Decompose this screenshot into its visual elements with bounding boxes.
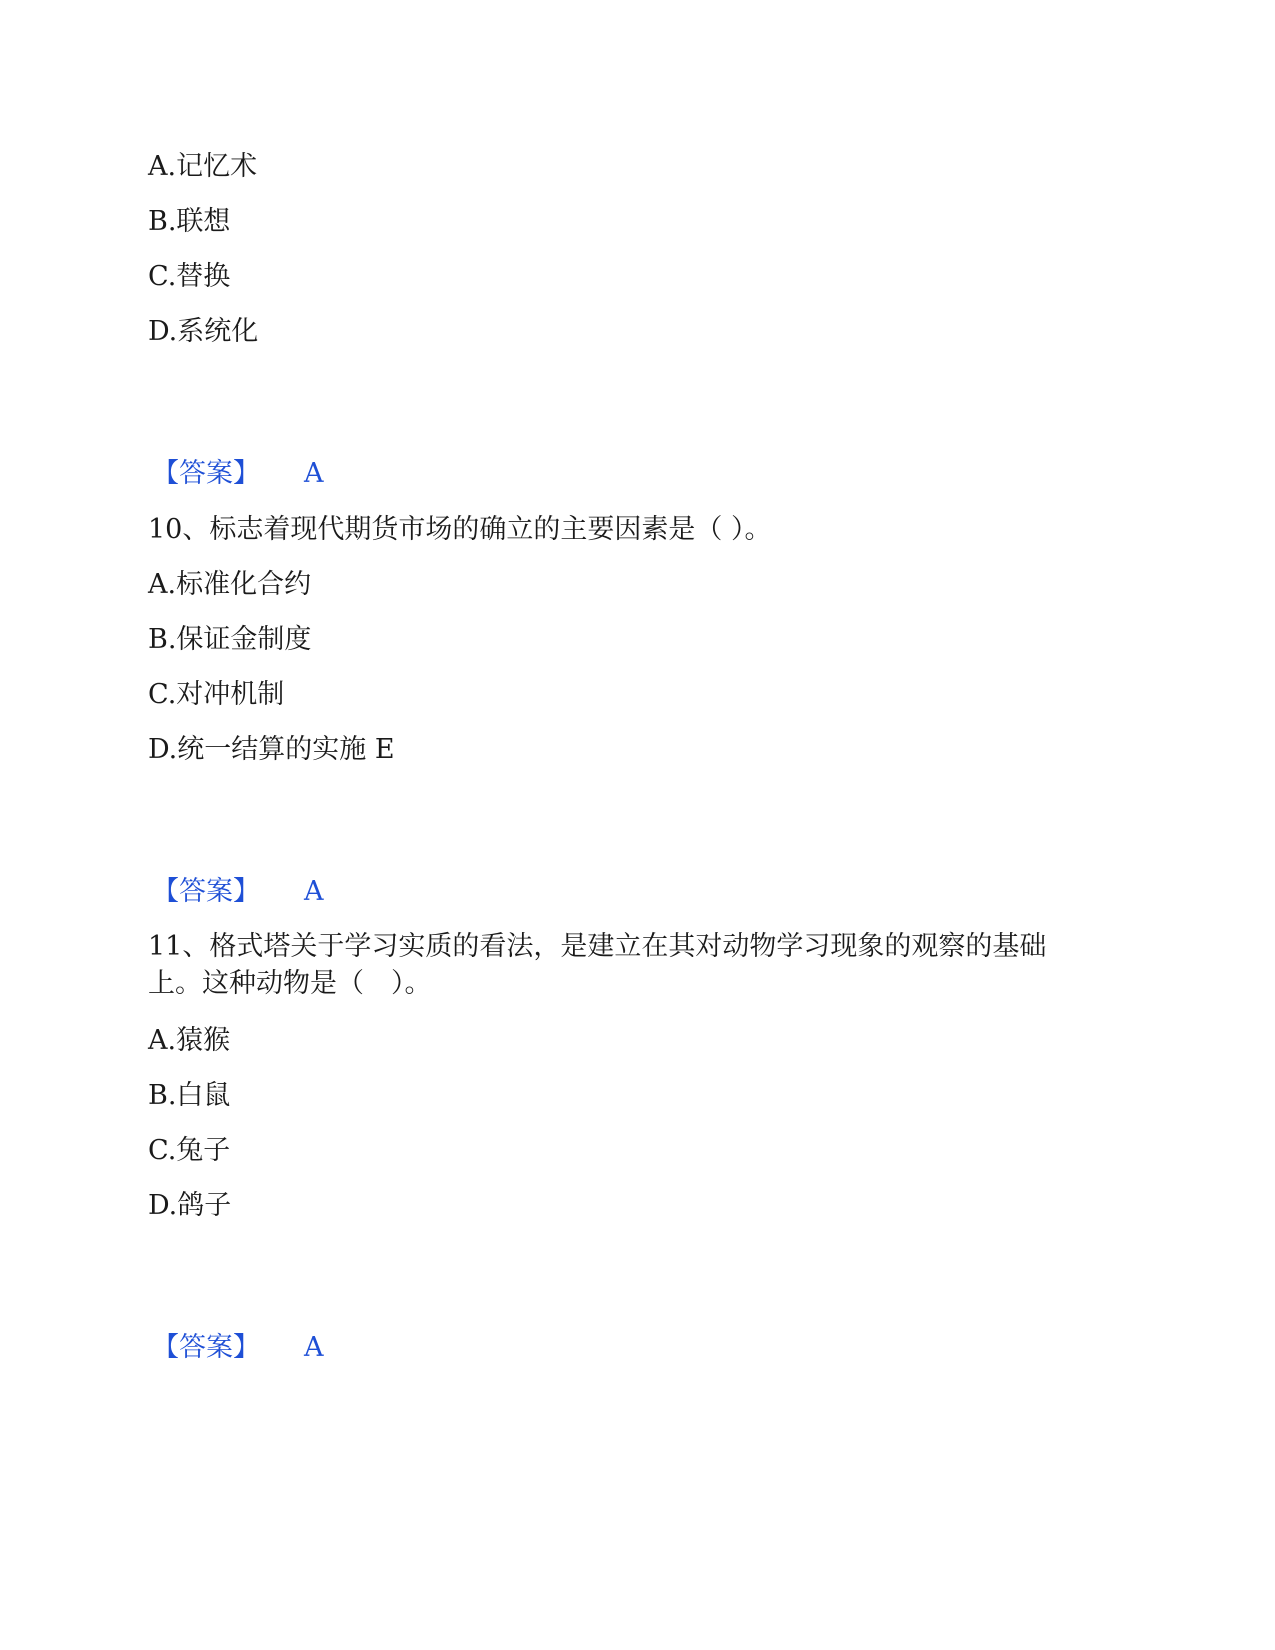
q11-option-a: A.猿猴 — [148, 1025, 231, 1056]
q9-answer — [152, 455, 324, 493]
answer-label: 【答案】 — [152, 1332, 260, 1363]
q10-stem: 10、标志着现代期货市场的确立的主要因素是（ ）。 — [148, 514, 772, 545]
q10-option-a: A.标准化合约 — [148, 569, 312, 600]
q9-option-b: B.联想 — [148, 206, 231, 237]
q10-answer — [152, 873, 324, 911]
q9-option-a: A.记忆术 — [148, 151, 258, 182]
q10-option-b: B.保证金制度 — [148, 624, 312, 655]
answer-value: A — [304, 1332, 324, 1363]
q9-option-d: D.系统化 — [148, 316, 259, 347]
q11-option-b: B.白鼠 — [148, 1080, 231, 1111]
answer-label: 【答案】 — [152, 458, 260, 489]
q11-answer — [152, 1329, 324, 1367]
q11-option-d: D.鸽子 — [148, 1190, 232, 1221]
q10-option-d: D.统一结算的实施 E — [148, 734, 395, 765]
q9-option-c: C.替换 — [148, 261, 231, 292]
q11-stem-line2: 上。这种动物是（ ）。 — [148, 968, 432, 999]
q11-option-c: C.兔子 — [148, 1135, 231, 1166]
answer-value: A — [304, 876, 324, 907]
answer-label: 【答案】 — [152, 876, 260, 907]
q10-option-c: C.对冲机制 — [148, 679, 285, 710]
answer-value: A — [304, 458, 324, 489]
q11-stem-line1: 11、格式塔关于学习实质的看法，是建立在其对动物学习现象的观察的基础 — [148, 931, 1047, 962]
